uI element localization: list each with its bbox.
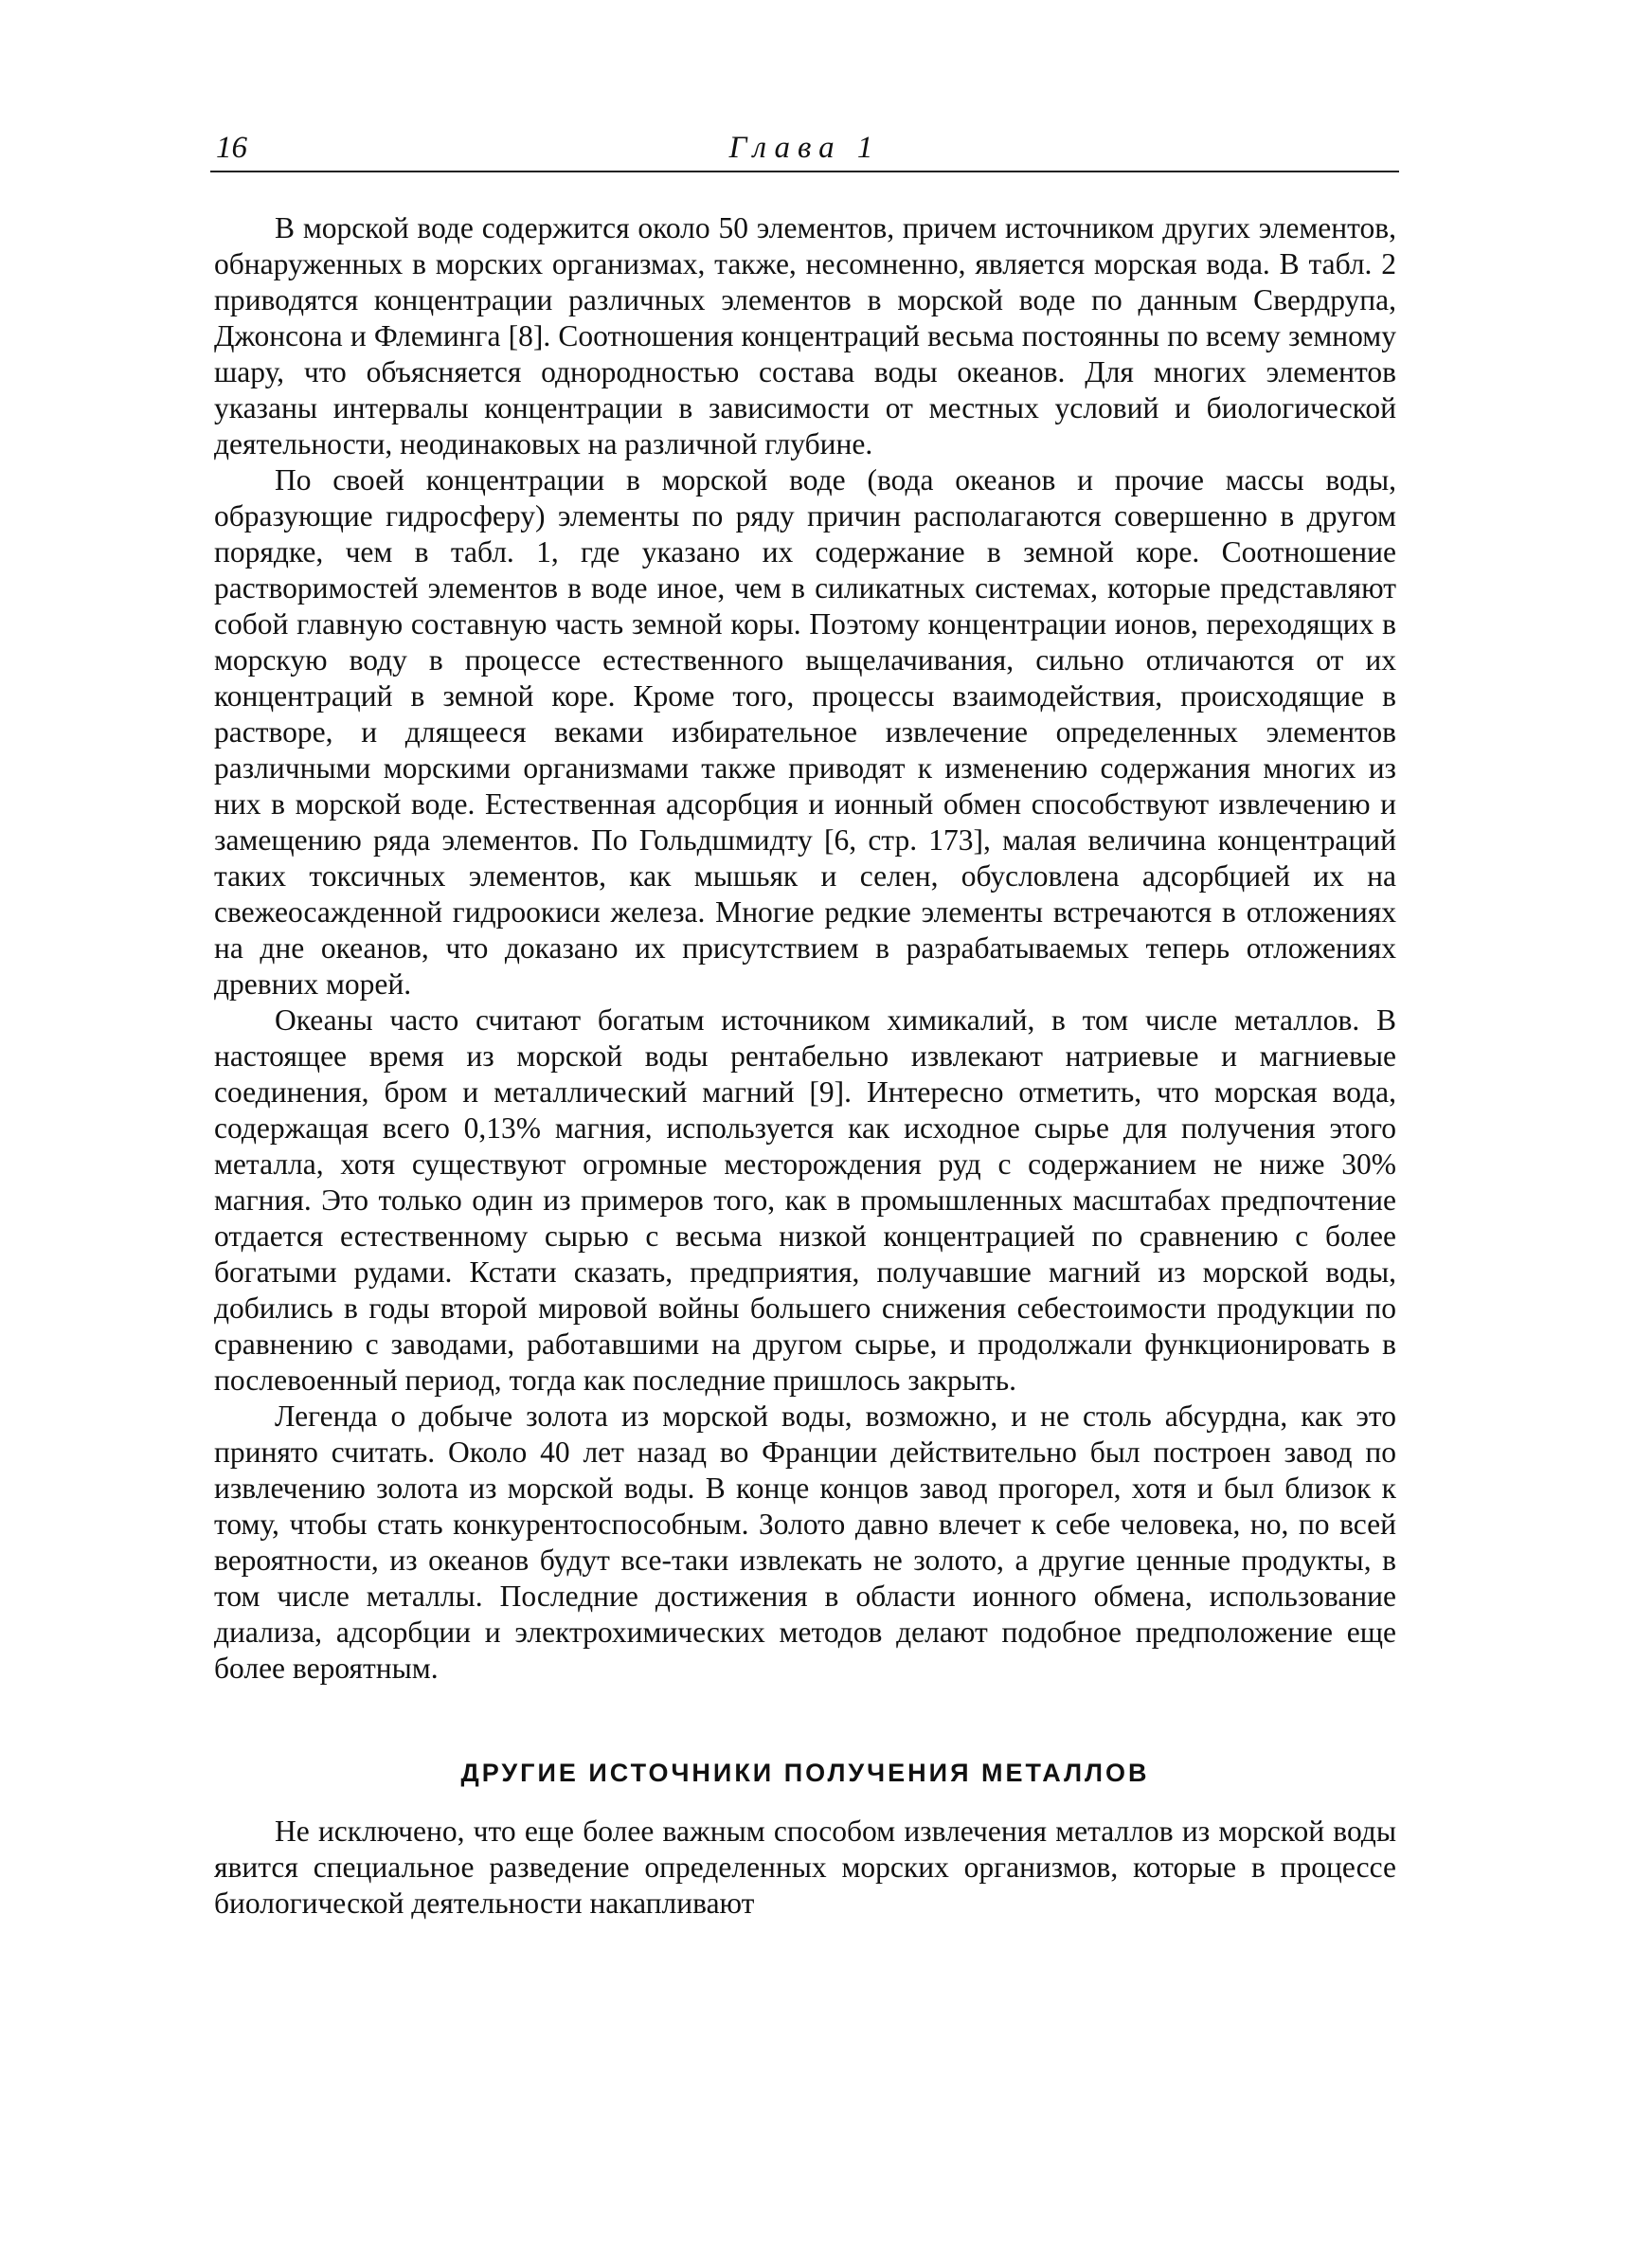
section-heading: ДРУГИЕ ИСТОЧНИКИ ПОЛУЧЕНИЯ МЕТАЛЛОВ	[460, 1759, 1150, 1787]
paragraph: По своей концентрации в морской воде (вода океанов и прочие массы воды, образующие гидросферу) элементы по ряду причин располагаются совершенно в другом порядке, чем в табл. 1, где указано их содержание в земной коре. Соотношение растворимостей элементов в воде иное, чем в силикатных системах, которые представляют собой главную составную часть земной коры. Поэтому концентрации ионов, переходящих в морскую воду в процессе естественного выщелачивания, сильно отличаются от их концентраций в земной коре. Кроме того, процессы взаимодействия, происходящие в растворе, и длящееся веками избирательное извлечение определенных элементов различными морскими организмами также приводят к изменению содержания многих из них в морской воде. Естественная адсорбция и ионный обмен способствуют извлечению и замещению ряда элементов. По Гольдшмидту [6, стр. 173], малая величина концентраций таких токсичных элементов, как мышьяк и селен, обусловлена адсорбцией их на свежеосажденной гидроокиси железа. Многие редкие элементы встречаются в отложениях на дне океанов, что доказано их присутствием в разрабатываемых теперь отложениях древних морей.	[214, 463, 1396, 1001]
page-number: 16	[216, 131, 247, 165]
chapter-title: Глава 1	[728, 131, 881, 165]
body-text	[214, 210, 1396, 1922]
paragraph: Не исключено, что еще более важным способом извлечения металлов из морской воды явится специальное разведение определенных морских организмов, которые в процессе биологической деятельности накапливают	[214, 1815, 1396, 1920]
paragraph: Легенда о добыче золота из морской воды, возможно, и не столь абсурдна, как это принято считать. Около 40 лет назад во Франции действительно был построен завод по извлечению золота из морской воды. В конце концов завод прогорел, хотя и был близок к тому, чтобы стать конкурентоспособным. Золото давно влечет к себе человека, но, по всей вероятности, из океанов будут все-таки извлекать не золото, а другие ценные продукты, в том числе металлы. Последние достижения в области ионного обмена, использование диализа, адсорбции и электрохимических методов делают подобное предположение еще более вероятным.	[214, 1399, 1396, 1685]
paragraph: В морской воде содержится около 50 элементов, причем источником других элементов, обнаруженных в морских организмах, также, несомненно, является морская вода. В табл. 2 приводятся концентрации различных элементов в морской воде по данным Свердрупа, Джонсона и Флеминга [8]. Соотношения концентраций весьма постоянны по всему земному шару, что объясняется однородностью состава воды океанов. Для многих элементов указаны интервалы концентрации в зависимости от местных условий и биологической деятельности, неодинаковых на различной глубине.	[214, 211, 1396, 460]
header-rule	[210, 171, 1399, 172]
paragraph: Океаны часто считают богатым источником химикалий, в том числе металлов. В настоящее время из морской воды рентабельно извлекают натриевые и магниевые соединения, бром и металлический магний [9]. Интересно отметить, что морская вода, содержащая всего 0,13% магния, используется как исходное сырье для получения этого металла, хотя существуют огромные месторождения руд с содержанием не ниже 30% магния. Это только один из примеров того, как в промышленных масштабах предпочтение отдается естественному сырью с весьма низкой концентрацией по сравнению с более богатыми рудами. Кстати сказать, предприятия, получавшие магний из морской воды, добились в годы второй мировой войны большего снижения себестоимости продукции по сравнению с заводами, работавшими на другом сырье, и продолжали функционировать в послевоенный период, тогда как последние пришлось закрыть.	[214, 1003, 1396, 1397]
running-header	[210, 131, 1399, 172]
